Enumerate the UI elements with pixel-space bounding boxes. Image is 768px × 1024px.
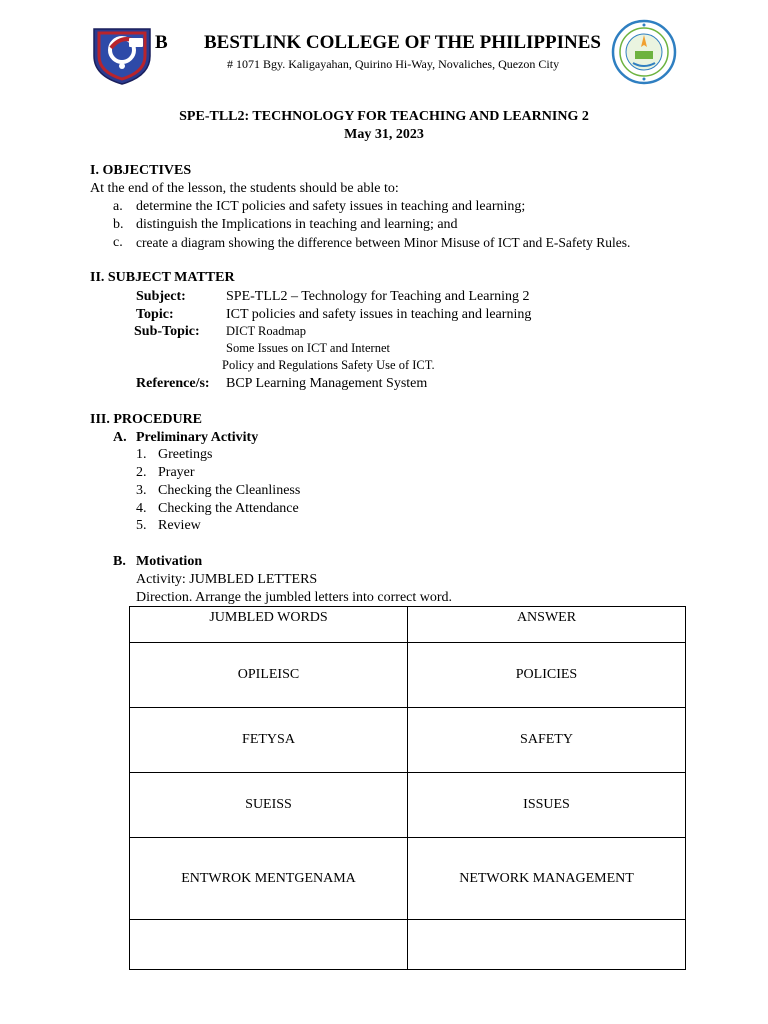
list-item: Prayer: [158, 465, 195, 480]
list-marker: 5.: [136, 518, 147, 533]
objectives-intro: At the end of the lesson, the students should be able to:: [90, 181, 399, 196]
list-marker: b.: [113, 217, 124, 232]
table-row: [130, 643, 686, 708]
list-item: Review: [158, 518, 201, 533]
list-item: Checking the Cleanliness: [158, 483, 301, 498]
answer-cell: SAFETY: [408, 708, 686, 773]
subtopic-label: Sub-Topic:: [134, 324, 200, 339]
reference-value: BCP Learning Management System: [226, 376, 428, 391]
topic-value: ICT policies and safety issues in teaching and learning: [226, 307, 532, 322]
subtopic-item: DICT Roadmap: [226, 324, 306, 338]
preliminary-heading: Preliminary Activity: [136, 430, 259, 445]
section-marker: A.: [113, 430, 127, 445]
jumbled-words-table: [129, 606, 686, 970]
subject-matter-heading: II. SUBJECT MATTER: [90, 270, 235, 285]
table-row: [130, 708, 686, 773]
procedure-heading: III. PROCEDURE: [90, 412, 203, 427]
activity-direction: Direction. Arrange the jumbled letters into correct word.: [136, 590, 453, 605]
college-shield-logo: [91, 26, 153, 86]
jumbled-word-cell: FETYSA: [130, 708, 408, 773]
subtopic-item: Some Issues on ICT and Internet: [226, 341, 390, 355]
course-title: SPE-TLL2: TECHNOLOGY FOR TEACHING AND LEARNING 2: [179, 109, 589, 124]
list-item: Greetings: [158, 447, 213, 462]
list-marker: 4.: [136, 501, 147, 516]
activity-name: Activity: JUMBLED LETTERS: [136, 572, 318, 587]
table-header-row: [130, 607, 686, 643]
college-address: # 1071 Bgy. Kaligayahan, Quirino Hi-Way, Novaliches, Quezon City: [227, 57, 560, 71]
list-marker: 3.: [136, 483, 147, 498]
list-marker: 1.: [136, 447, 147, 462]
college-name: BESTLINK COLLEGE OF THE PHILIPPINES: [204, 32, 601, 53]
list-marker: c.: [113, 235, 123, 250]
column-header: JUMBLED WORDS: [130, 607, 408, 643]
answer-cell: ISSUES: [408, 773, 686, 838]
jumbled-word-cell: SUEISS: [130, 773, 408, 838]
subject-value: SPE-TLL2 – Technology for Teaching and Learning 2: [226, 289, 530, 304]
subtopic-item: Policy and Regulations Safety Use of ICT.: [222, 358, 435, 372]
answer-cell: [408, 920, 686, 970]
jumbled-word-cell: ENTWROK MENTGENAMA: [130, 838, 408, 920]
answer-cell: NETWORK MANAGEMENT: [408, 838, 686, 920]
answer-cell: POLICIES: [408, 643, 686, 708]
jumbled-word-cell: [130, 920, 408, 970]
list-item: distinguish the Implications in teaching and learning; and: [136, 217, 458, 232]
column-header: ANSWER: [408, 607, 686, 643]
list-item: determine the ICT policies and safety issues in teaching and learning;: [136, 199, 526, 214]
logo-letter: B: [155, 32, 168, 53]
table-row: [130, 838, 686, 920]
list-marker: a.: [113, 199, 123, 214]
motivation-heading: Motivation: [136, 554, 203, 569]
list-item: Checking the Attendance: [158, 501, 299, 516]
topic-label: Topic:: [136, 307, 174, 322]
subject-label: Subject:: [136, 289, 186, 304]
section-marker: B.: [113, 554, 126, 569]
lesson-date: May 31, 2023: [344, 127, 424, 142]
list-item: create a diagram showing the difference between Minor Misuse of ICT and E-Safety Rules.: [136, 235, 631, 250]
table-row: [130, 773, 686, 838]
teacher-education-seal: [611, 19, 677, 85]
jumbled-word-cell: OPILEISC: [130, 643, 408, 708]
table-row: [130, 920, 686, 970]
objectives-heading: I. OBJECTIVES: [90, 163, 192, 178]
list-marker: 2.: [136, 465, 147, 480]
reference-label: Reference/s:: [136, 376, 210, 391]
